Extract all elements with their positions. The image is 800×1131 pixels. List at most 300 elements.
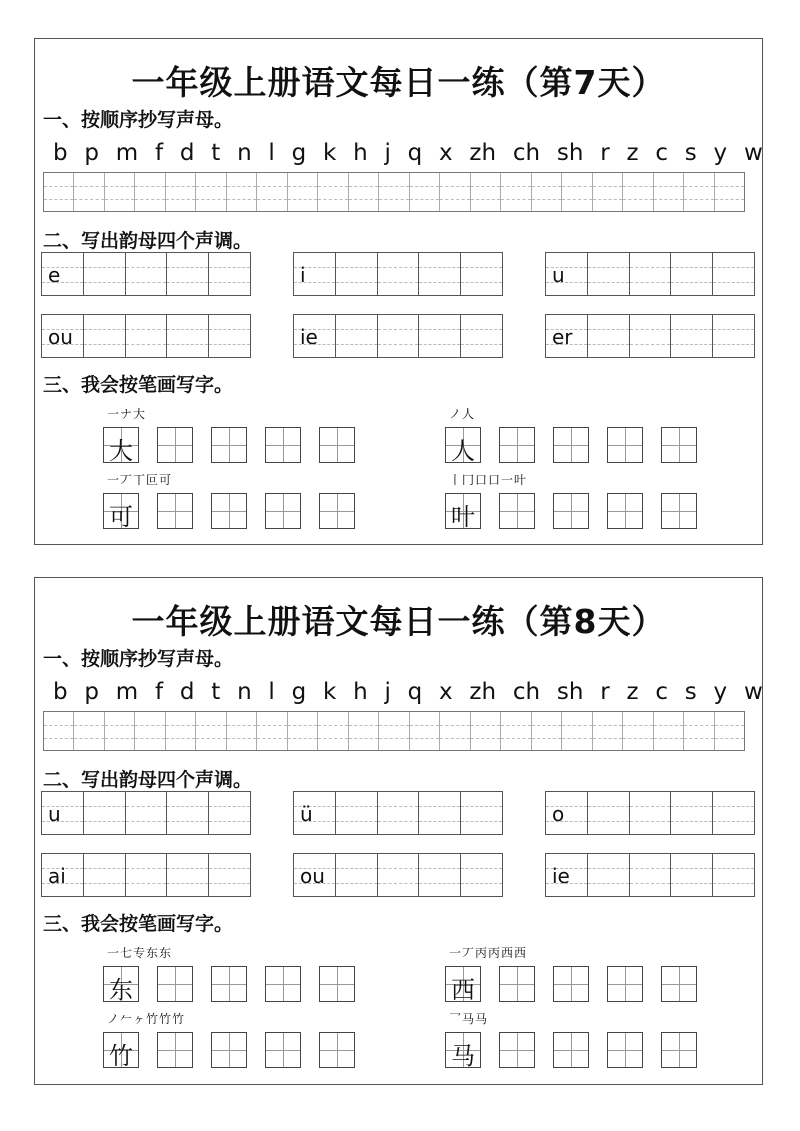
- worksheet-title: 一年级上册语文每日一练（第8天）: [131, 602, 666, 641]
- copy-cell: [318, 712, 348, 750]
- copy-cell: [593, 173, 623, 211]
- initial-letter: q: [407, 679, 423, 705]
- tone-cell: [378, 854, 420, 896]
- initial-letter: c: [655, 140, 668, 166]
- model-char: 大: [109, 437, 133, 465]
- initial-letter: ch: [512, 679, 541, 705]
- initial-letter: l: [268, 679, 275, 705]
- guide-line: [713, 868, 754, 869]
- practice-box: [265, 1032, 301, 1068]
- tone-cell: [84, 792, 126, 834]
- tone-cell: [84, 253, 126, 295]
- initial-letter: b: [53, 679, 68, 705]
- tone-cell: [461, 854, 502, 896]
- guide-line: [167, 821, 208, 822]
- final-label: ü: [300, 802, 313, 826]
- initial-letter: t: [211, 679, 221, 705]
- tone-cell: [713, 253, 754, 295]
- copy-grid: [43, 711, 745, 751]
- initials-row: [53, 679, 763, 705]
- copy-cell: [257, 712, 287, 750]
- worksheet-day7: [34, 38, 763, 545]
- tone-cell: [167, 854, 209, 896]
- guide-line: [588, 329, 629, 330]
- initial-letter: n: [237, 679, 252, 705]
- guide-line: [126, 868, 167, 869]
- guide-line: [167, 806, 208, 807]
- copy-cell: [196, 712, 226, 750]
- copy-cell: [684, 712, 714, 750]
- tone-cell: [419, 315, 461, 357]
- guide-line: [336, 821, 377, 822]
- model-char-box: [103, 966, 139, 1002]
- initial-letter: j: [384, 140, 391, 166]
- guide-line: [713, 282, 754, 283]
- initial-letter: w: [743, 140, 763, 166]
- final-label: ie: [300, 325, 318, 349]
- tone-cell: [167, 315, 209, 357]
- tone-cell: [588, 315, 630, 357]
- stroke-order: 乛马马: [449, 1012, 489, 1026]
- guide-line: [84, 883, 125, 884]
- final-cell: [546, 854, 588, 896]
- guide-line: [336, 806, 377, 807]
- model-char: 西: [451, 976, 475, 1004]
- final-cell: [42, 854, 84, 896]
- copy-grid: [43, 172, 745, 212]
- guide-line: [126, 329, 167, 330]
- practice-box: [553, 427, 589, 463]
- copy-cell: [74, 712, 104, 750]
- initial-letter: z: [626, 140, 639, 166]
- practice-box: [157, 493, 193, 529]
- practice-box: [319, 427, 355, 463]
- guide-line: [336, 267, 377, 268]
- copy-cell: [379, 712, 409, 750]
- guide-line: [84, 329, 125, 330]
- tone-cell: [378, 792, 420, 834]
- copy-cell: [196, 173, 226, 211]
- stroke-order: 一七专东东: [107, 946, 173, 960]
- guide-line: [588, 344, 629, 345]
- section-heading-initials: 一、按顺序抄写声母。: [43, 109, 234, 131]
- tone-cell: [209, 854, 250, 896]
- copy-cell: [654, 173, 684, 211]
- guide-line: [84, 868, 125, 869]
- final-label: e: [48, 263, 61, 287]
- guide-line: [419, 868, 460, 869]
- final-cell: [42, 253, 84, 295]
- practice-box: [319, 493, 355, 529]
- section-heading-tones: 二、写出韵母四个声调。: [43, 769, 253, 791]
- guide-line: [378, 883, 419, 884]
- guide-line: [461, 868, 502, 869]
- initial-letter: f: [154, 679, 164, 705]
- guide-line: [419, 329, 460, 330]
- tone-cell: [419, 854, 461, 896]
- practice-box: [499, 493, 535, 529]
- initial-letter: zh: [469, 679, 497, 705]
- final-cell: [546, 253, 588, 295]
- practice-box: [607, 1032, 643, 1068]
- initial-letter: sh: [556, 140, 584, 166]
- initial-letter: x: [439, 140, 453, 166]
- guide-line: [126, 267, 167, 268]
- copy-cell: [257, 173, 287, 211]
- tone-grid: [41, 791, 251, 835]
- tone-cell: [419, 253, 461, 295]
- final-label: u: [552, 263, 565, 287]
- final-cell: [546, 315, 588, 357]
- guide-line: [378, 329, 419, 330]
- copy-cell: [227, 173, 257, 211]
- initial-letter: n: [237, 140, 252, 166]
- guide-line: [209, 868, 250, 869]
- section-heading-initials: 一、按顺序抄写声母。: [43, 648, 234, 670]
- initial-letter: l: [268, 140, 275, 166]
- practice-box: [553, 966, 589, 1002]
- initial-letter: b: [53, 140, 68, 166]
- practice-box: [157, 1032, 193, 1068]
- copy-cell: [44, 712, 74, 750]
- practice-box: [157, 427, 193, 463]
- guide-line: [84, 282, 125, 283]
- guide-line: [630, 267, 671, 268]
- tone-grid: [293, 853, 503, 897]
- tone-grid: [293, 791, 503, 835]
- stroke-order: 一丆丅叵可: [107, 473, 173, 487]
- guide-line: [671, 282, 712, 283]
- copy-cell: [288, 712, 318, 750]
- final-label: ai: [48, 864, 66, 888]
- practice-box: [211, 427, 247, 463]
- guide-line: [630, 329, 671, 330]
- copy-cell: [715, 712, 744, 750]
- tone-cell: [630, 854, 672, 896]
- practice-box: [157, 966, 193, 1002]
- copy-cell: [105, 712, 135, 750]
- practice-box: [553, 493, 589, 529]
- guide-line: [630, 821, 671, 822]
- guide-line: [167, 267, 208, 268]
- model-char-box: [445, 427, 481, 463]
- guide-line: [209, 806, 250, 807]
- final-cell: [546, 792, 588, 834]
- copy-cell: [349, 712, 379, 750]
- guide-line: [378, 806, 419, 807]
- tone-cell: [126, 792, 168, 834]
- guide-line: [671, 883, 712, 884]
- tone-cell: [126, 315, 168, 357]
- copy-cell: [105, 173, 135, 211]
- copy-cell: [593, 712, 623, 750]
- guide-line: [671, 868, 712, 869]
- tone-cell: [84, 315, 126, 357]
- tone-cell: [209, 253, 250, 295]
- final-cell: [294, 854, 336, 896]
- initial-letter: t: [211, 140, 221, 166]
- guide-line: [419, 806, 460, 807]
- initial-letter: z: [626, 679, 639, 705]
- tone-cell: [336, 315, 378, 357]
- final-label: ie: [552, 864, 570, 888]
- guide-line: [630, 282, 671, 283]
- guide-line: [671, 267, 712, 268]
- guide-line: [84, 821, 125, 822]
- practice-box: [661, 493, 697, 529]
- initial-letter: d: [179, 679, 195, 705]
- guide-line: [713, 806, 754, 807]
- final-cell: [294, 792, 336, 834]
- tone-cell: [630, 253, 672, 295]
- tone-cell: [209, 315, 250, 357]
- section-heading-strokes: 三、我会按笔画写字。: [43, 374, 234, 396]
- practice-box: [553, 1032, 589, 1068]
- tone-cell: [588, 854, 630, 896]
- tone-cell: [209, 792, 250, 834]
- copy-cell: [471, 712, 501, 750]
- final-cell: [294, 315, 336, 357]
- final-label: ou: [300, 864, 325, 888]
- tone-cell: [713, 792, 754, 834]
- copy-cell: [532, 173, 562, 211]
- final-label: er: [552, 325, 573, 349]
- tone-cell: [84, 854, 126, 896]
- guide-line: [167, 868, 208, 869]
- tone-grid: [545, 791, 755, 835]
- guide-line: [588, 883, 629, 884]
- guide-line: [671, 821, 712, 822]
- guide-line: [588, 821, 629, 822]
- copy-cell: [623, 712, 653, 750]
- guide-line: [126, 821, 167, 822]
- initial-letter: k: [322, 140, 337, 166]
- model-char-box: [445, 1032, 481, 1068]
- guide-line: [209, 883, 250, 884]
- guide-line: [461, 267, 502, 268]
- practice-box: [265, 493, 301, 529]
- stroke-order: ノ𠂉ヶ竹竹竹: [107, 1012, 186, 1026]
- initial-letter: c: [655, 679, 668, 705]
- tone-grid: [293, 252, 503, 296]
- tone-cell: [671, 854, 713, 896]
- practice-box: [661, 1032, 697, 1068]
- guide-line: [126, 282, 167, 283]
- tone-cell: [461, 315, 502, 357]
- guide-line: [588, 868, 629, 869]
- stroke-order: 丨冂口口一叶: [449, 473, 528, 487]
- copy-cell: [166, 173, 196, 211]
- initial-letter: y: [713, 140, 728, 166]
- practice-box: [661, 427, 697, 463]
- initial-letter: h: [353, 140, 368, 166]
- guide-line: [209, 329, 250, 330]
- guide-line: [336, 282, 377, 283]
- copy-cell: [532, 712, 562, 750]
- guide-line: [461, 883, 502, 884]
- tone-grid: [41, 314, 251, 358]
- guide-line: [209, 282, 250, 283]
- copy-cell: [715, 173, 744, 211]
- tone-cell: [588, 792, 630, 834]
- initial-letter: k: [322, 679, 337, 705]
- practice-box: [211, 493, 247, 529]
- tone-grid: [545, 853, 755, 897]
- guide-line: [336, 344, 377, 345]
- tone-cell: [671, 253, 713, 295]
- tone-grid: [41, 853, 251, 897]
- guide-line: [167, 329, 208, 330]
- initial-letter: r: [600, 140, 610, 166]
- stroke-order: 一丆丙丙西西: [449, 946, 528, 960]
- model-char-box: [103, 493, 139, 529]
- copy-cell: [654, 712, 684, 750]
- copy-cell: [135, 712, 165, 750]
- final-label: o: [552, 802, 565, 826]
- practice-box: [607, 427, 643, 463]
- initial-letter: g: [291, 679, 307, 705]
- guide-line: [126, 806, 167, 807]
- copy-cell: [227, 712, 257, 750]
- guide-line: [419, 344, 460, 345]
- guide-line: [713, 344, 754, 345]
- guide-line: [209, 344, 250, 345]
- tone-cell: [336, 854, 378, 896]
- practice-box: [265, 427, 301, 463]
- copy-cell: [135, 173, 165, 211]
- guide-line: [336, 883, 377, 884]
- copy-cell: [349, 173, 379, 211]
- initial-letter: x: [439, 679, 453, 705]
- copy-cell: [410, 173, 440, 211]
- guide-line: [671, 329, 712, 330]
- practice-box: [499, 1032, 535, 1068]
- model-char: 马: [451, 1042, 475, 1070]
- initial-letter: w: [743, 679, 763, 705]
- tone-cell: [336, 253, 378, 295]
- tone-cell: [126, 253, 168, 295]
- practice-box: [211, 966, 247, 1002]
- tone-cell: [713, 315, 754, 357]
- tone-grid: [545, 252, 755, 296]
- initial-letter: m: [115, 679, 139, 705]
- model-char-box: [445, 966, 481, 1002]
- initial-letter: p: [84, 679, 99, 705]
- final-label: u: [48, 802, 61, 826]
- final-cell: [294, 253, 336, 295]
- copy-cell: [623, 173, 653, 211]
- guide-line: [461, 821, 502, 822]
- initial-letter: f: [154, 140, 164, 166]
- model-char: 叶: [451, 503, 475, 531]
- tone-cell: [713, 854, 754, 896]
- section-heading-tones: 二、写出韵母四个声调。: [43, 230, 253, 252]
- tone-cell: [378, 315, 420, 357]
- copy-cell: [379, 173, 409, 211]
- copy-cell: [166, 712, 196, 750]
- guide-line: [167, 344, 208, 345]
- tone-cell: [588, 253, 630, 295]
- practice-box: [607, 493, 643, 529]
- initials-row: [53, 140, 763, 166]
- tone-grid: [545, 314, 755, 358]
- initial-letter: g: [291, 140, 307, 166]
- initial-letter: d: [179, 140, 195, 166]
- tone-cell: [336, 792, 378, 834]
- guide-line: [630, 868, 671, 869]
- initial-letter: h: [353, 679, 368, 705]
- practice-box: [265, 966, 301, 1002]
- model-char: 可: [109, 503, 133, 531]
- practice-box: [211, 1032, 247, 1068]
- stroke-order: 一ナ大: [107, 407, 147, 421]
- tone-grid: [41, 252, 251, 296]
- copy-cell: [318, 173, 348, 211]
- guide-line: [588, 282, 629, 283]
- guide-line: [419, 883, 460, 884]
- guide-line: [630, 344, 671, 345]
- copy-cell: [410, 712, 440, 750]
- copy-cell: [684, 173, 714, 211]
- guide-line: [588, 806, 629, 807]
- guide-line: [419, 267, 460, 268]
- guide-line: [378, 344, 419, 345]
- guide-line: [588, 267, 629, 268]
- practice-box: [607, 966, 643, 1002]
- final-label: ou: [48, 325, 73, 349]
- guide-line: [167, 883, 208, 884]
- guide-line: [167, 282, 208, 283]
- tone-cell: [671, 792, 713, 834]
- model-char-box: [445, 493, 481, 529]
- tone-cell: [461, 253, 502, 295]
- guide-line: [378, 821, 419, 822]
- guide-line: [126, 344, 167, 345]
- initial-letter: zh: [469, 140, 497, 166]
- guide-line: [713, 883, 754, 884]
- copy-cell: [562, 173, 592, 211]
- copy-cell: [471, 173, 501, 211]
- initial-letter: r: [600, 679, 610, 705]
- guide-line: [461, 806, 502, 807]
- initial-letter: s: [684, 140, 697, 166]
- copy-cell: [288, 173, 318, 211]
- copy-cell: [501, 173, 531, 211]
- model-char-box: [103, 1032, 139, 1068]
- guide-line: [461, 344, 502, 345]
- copy-cell: [440, 173, 470, 211]
- copy-cell: [562, 712, 592, 750]
- model-char-box: [103, 427, 139, 463]
- practice-box: [499, 427, 535, 463]
- guide-line: [630, 883, 671, 884]
- guide-line: [419, 821, 460, 822]
- guide-line: [671, 344, 712, 345]
- guide-line: [713, 821, 754, 822]
- guide-line: [713, 267, 754, 268]
- guide-line: [378, 282, 419, 283]
- guide-line: [336, 868, 377, 869]
- initial-letter: p: [84, 140, 99, 166]
- stroke-order: ノ人: [449, 407, 476, 421]
- practice-box: [319, 966, 355, 1002]
- worksheet-title: 一年级上册语文每日一练（第7天）: [131, 63, 666, 102]
- guide-line: [461, 282, 502, 283]
- tone-grid: [293, 314, 503, 358]
- model-char: 竹: [109, 1042, 133, 1070]
- guide-line: [84, 267, 125, 268]
- final-cell: [42, 315, 84, 357]
